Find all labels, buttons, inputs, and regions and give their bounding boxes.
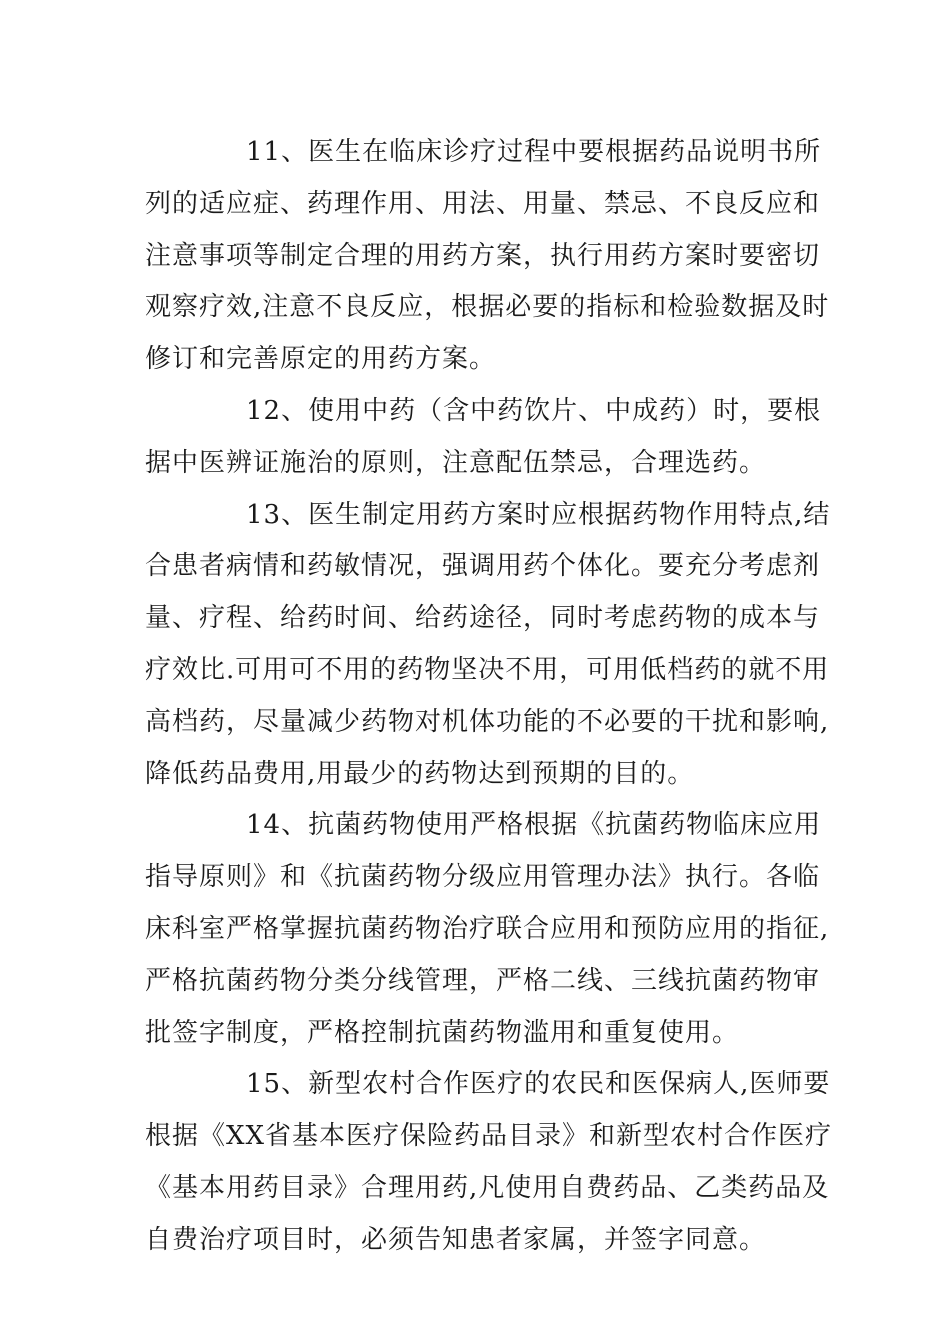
text-line: 列的适应症、药理作用、用法、用量、禁忌、不良反应和 [145,188,821,219]
text-line: 11、医生在临床诊疗过程中要根据药品说明书所 [246,137,822,167]
text-line: 修订和完善原定的用药方案。 [145,344,497,375]
text-line: 13、医生制定用药方案时应根据药物作用特点,结 [246,499,831,530]
text-line: 12、使用中药（含中药饮片、中成药）时，要根 [246,395,822,426]
text-line: 疗效比.可用可不用的药物坚决不用，可用低档药的就不用 [145,654,830,685]
text-line: 批签字制度，严格控制抗菌药物滥用和重复使用。 [145,1017,740,1048]
text-line: 14、抗菌药物使用严格根据《抗菌药物临床应用 [246,810,822,841]
text-line: 合患者病情和药敏情况，强调用药个体化。要充分考虑剂 [145,551,821,582]
text-line: 观察疗效,注意不良反应，根据必要的指标和检验数据及时 [145,292,830,323]
text-line: 指导原则》和《抗菌药物分级应用管理办法》执行。各临 [145,862,821,893]
text-line: 15、新型农村合作医疗的农民和医保病人,医师要 [246,1069,831,1100]
document-body [145,127,833,1267]
text-line: 降低药品费用,用最少的药物达到预期的目的。 [145,758,695,789]
paragraph-14 [145,800,830,1059]
text-line: 高档药，尽量减少药物对机体功能的不必要的干扰和影响, [145,706,830,737]
text-line: 《基本用药目录》合理用药,凡使用自费药品、乙类药品及 [145,1172,830,1203]
paragraph-15 [145,1059,833,1266]
text-line: 量、疗程、给药时间、给药途径，同时考虑药物的成本与 [145,603,821,634]
text-line: 根据《XX省基本医疗保险药品目录》和新型农村合作医疗 [145,1121,833,1152]
text-line: 自费治疗项目时，必须告知患者家属，并签字同意。 [145,1224,767,1255]
text-line: 注意事项等制定合理的用药方案，执行用药方案时要密切 [145,240,821,271]
paragraph-12 [145,386,822,490]
text-line: 据中医辨证施治的原则，注意配伍禁忌，合理选药。 [145,447,767,478]
text-line: 床科室严格掌握抗菌药物治疗联合应用和预防应用的指征, [145,913,830,944]
paragraph-11 [145,127,830,386]
text-line: 严格抗菌药物分类分线管理，严格二线、三线抗菌药物审 [145,965,821,996]
paragraph-13 [145,490,831,801]
